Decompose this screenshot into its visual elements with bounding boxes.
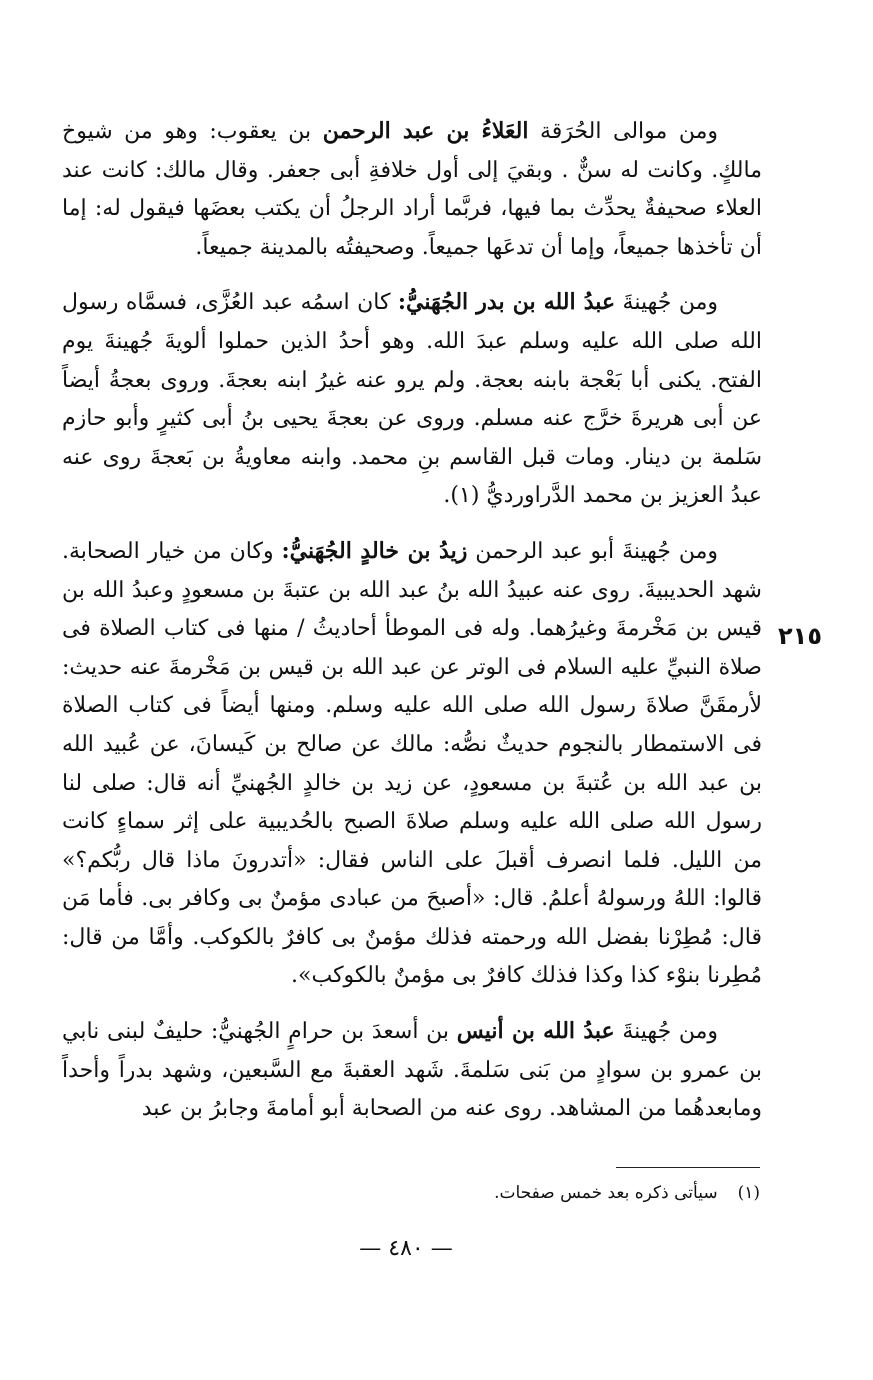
paragraph-body: بن يعقوب: وهو من شيوخ مالكٍ. وكانت له سنٌّ . وبقيَ إلى أول خلافةِ أبى جعفر. وقال مالك: كانت عند العلاء صحيفةٌ يحدِّث بما فيها، فربَّما أراد الرجلُ أن يكتب بعضَها فيقول له: إما أن تأخذها جميعاً، وإما أن تدعَها جميعاً. وصحيفتُه بالمدينة جميعاً. xyxy=(62,119,762,260)
paragraph-intro: ومن جُهينةَ xyxy=(614,1019,718,1045)
paragraph-intro: ومن جُهينةَ xyxy=(615,290,718,316)
footnote-divider xyxy=(616,1167,760,1168)
paragraph-zayd-ibn-khalid xyxy=(62,532,762,996)
margin-page-reference: ٢١٥ xyxy=(778,622,822,650)
footnote-text: سيأتى ذكره بعد خمس صفحات. xyxy=(494,1183,718,1203)
paragraph-intro: ومن موالى الحُرَقة xyxy=(528,119,718,144)
paragraph-ala-ibn-abd-al-rahman xyxy=(62,112,762,267)
entry-name: العَلاءُ بن عبد الرحمن xyxy=(322,118,529,144)
paragraph-intro: ومن جُهينةَ أبو عبد الرحمن xyxy=(467,538,718,564)
entry-name: زيدُ بن خالدٍ الجُهَنيُّ: xyxy=(281,537,468,564)
paragraph-abdullah-ibn-badr xyxy=(62,283,762,516)
paragraph-body: كان اسمُه عبد العُزَّى، فسمَّاه رسول الله صلى الله عليه وسلم عبدَ الله. وهو أحدُ الذين حملوا ألويةَ جُهينةَ يوم الفتح. يكنى أبا بَعْجة بابنه بعجة. ولم يرو عنه غيرُ ابنه بعجةَ. وروى بعجةُ أيضاً عن أبى هريرةَ خرَّج عنه مسلم. وروى عن بعجةَ يحيى بنُ أبى كثيرٍ وأبو حازم سَلمة بن دينار. ومات قبل القاسم بنِ محمد. وابنه معاويةُ بن بَعجةَ روى عنه عبدُ العزيز بن محمد الدَّراورديُّ (١). xyxy=(62,290,762,509)
main-text xyxy=(62,112,762,1145)
paragraph-body: وكان من خيار الصحابة. شهد الحديبيةَ. روى عنه عبيدُ الله بنُ عبد الله بن عتبةَ بن مسعودٍ وعبدُ الله بن قيس بن مَخْرمةَ وغيرُهما. وله فى الموطأ أحاديثُ / منها فى كتاب الصلاة فى صلاة النبيِّ عليه السلام فى الوتر عن عبد الله بن قيس بن مَخْرمةَ عنه حديث: لأرمقَنَّ صلاةَ رسول الله صلى الله عليه وسلم. ومنها أيضاً فى كتاب الصلاة فى الاستمطار بالنجوم حديثٌ نصُّه: مالك عن صالح بن كَيسانَ، عن عُبيد الله بن عبد الله بن عُتبةَ بن مسعودٍ، عن زيد بن خالدٍ الجُهنيِّ أنه قال: صلى لنا رسول الله صلى الله عليه وسلم صلاةَ الصبح بالحُديبية على إثر سماءٍ كانت من الليل. فلما انصرف أقبلَ على الناس فقال: «أتدرونَ ماذا قال ربُّكم؟» قالوا: اللهُ ورسولهُ أعلمُ. قال: «أصبحَ من عبادى مؤمنٌ بى وكافر بى. فأما مَن قال: مُطِرْنا بفضل الله ورحمته فذلك مؤمنٌ بى كافرٌ بالكوكب. وأمَّا من قال: مُطِرنا بنوْء كذا وكذا فذلك كافرٌ بى مؤمنٌ بالكوكب». xyxy=(62,538,762,989)
entry-name: عبدُ الله بن أنيس xyxy=(456,1018,615,1045)
page-number: — ٤٨٠ — xyxy=(359,1236,453,1261)
entry-name: عبدُ الله بن بدر الجُهَنيُّ: xyxy=(397,289,616,316)
footnote xyxy=(300,1180,760,1206)
paragraph-body: بن أسعدَ بن حرامٍ الجُهنيُّ: حليفٌ لبنى نابي بن عمرو بن سوادٍ من بَنى سَلمةَ. شَهد العقبةَ مع السَّبعين، وشهد بدراً وأحداً ومابعدهُما من المشاهد. روى عنه من الصحابة أبو أمامةَ وجابرُ بن عبد xyxy=(62,1019,762,1122)
paragraph-abdullah-ibn-unays xyxy=(62,1012,762,1129)
footnote-mark: (١) xyxy=(737,1183,760,1203)
